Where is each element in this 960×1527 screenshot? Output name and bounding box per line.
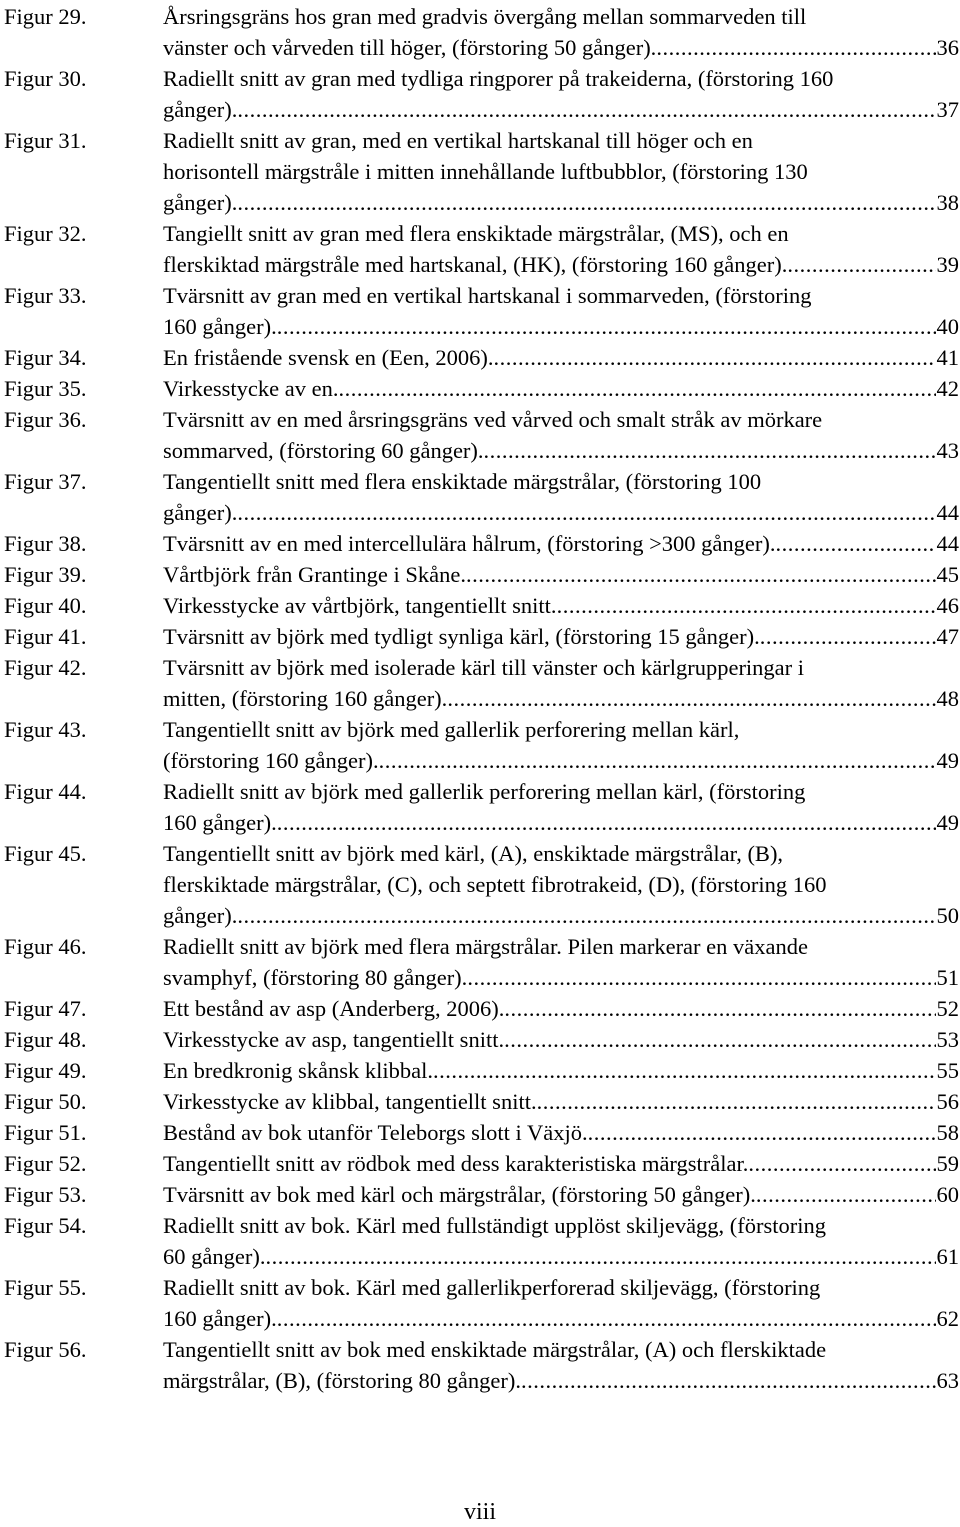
caption-line (163, 1024, 959, 1055)
page-ref[interactable]: 51 (936, 965, 959, 990)
page-ref[interactable]: 39 (936, 252, 959, 277)
caption-line (163, 528, 959, 559)
caption-line (163, 156, 959, 187)
caption-text: Tangentiellt snitt av björk med gallerlik perforering mellan kärl, (163, 717, 740, 742)
page-ref[interactable]: 58 (936, 1120, 959, 1145)
caption-line (163, 714, 959, 745)
page-ref[interactable]: 45 (936, 562, 959, 587)
figure-label: Figur 36. (4, 407, 87, 432)
toc-entry[interactable] (4, 1024, 959, 1055)
figure-caption (163, 1055, 959, 1086)
page-ref[interactable]: 38 (936, 190, 959, 215)
caption-text: Tangiellt snitt av gran med flera enskiktade märgstrålar, (MS), och en (163, 221, 789, 246)
page-ref[interactable]: 61 (936, 1244, 959, 1269)
caption-line (163, 249, 959, 280)
figure-label: Figur 31. (4, 128, 87, 153)
figure-caption (163, 1210, 959, 1272)
dot-leader (237, 94, 935, 125)
toc-entry[interactable] (4, 931, 959, 993)
caption-text: flerskiktad märgstråle med hartskanal, (HK), (förstoring 160 gånger). (163, 252, 788, 277)
caption-text: gånger). (163, 97, 238, 122)
figure-caption (163, 280, 959, 342)
figure-caption (163, 466, 959, 528)
caption-text: Virkesstycke av en. (163, 376, 339, 401)
caption-line (163, 1365, 959, 1396)
page-ref[interactable]: 55 (936, 1058, 959, 1083)
caption-line (163, 125, 959, 156)
dot-leader (265, 1241, 935, 1272)
page-ref[interactable]: 52 (936, 996, 959, 1021)
page-ref[interactable]: 62 (936, 1306, 959, 1331)
figure-caption (163, 590, 959, 621)
figure-caption (163, 125, 959, 218)
figure-caption (163, 714, 959, 776)
caption-text: 160 gånger). (163, 810, 277, 835)
caption-text: Tvärsnitt av gran med en vertikal hartskanal i sommarveden, (förstoring (163, 283, 812, 308)
page-ref[interactable]: 63 (936, 1368, 959, 1393)
caption-text: vänster och vårveden till höger, (förstoring 50 gånger). (163, 35, 657, 60)
caption-line (163, 32, 959, 63)
caption-text: 160 gånger). (163, 1306, 277, 1331)
figure-caption (163, 559, 959, 590)
caption-text: mitten, (förstoring 160 gånger). (163, 686, 448, 711)
caption-text: Tvärsnitt av björk med tydligt synliga kärl, (förstoring 15 gånger). (163, 624, 760, 649)
caption-text: En fristående svensk en (Een, 2006). (163, 345, 494, 370)
toc-entry[interactable] (4, 404, 959, 466)
toc-entry[interactable] (4, 528, 959, 559)
dot-leader (379, 745, 936, 776)
caption-line (163, 1086, 959, 1117)
caption-text: Tangentiellt snitt av rödbok med dess karakteristiska märgstrålar. (163, 1151, 749, 1176)
caption-line (163, 280, 959, 311)
figure-label: Figur 54. (4, 1213, 87, 1238)
caption-line (163, 900, 959, 931)
figure-caption (163, 1117, 959, 1148)
toc-entry[interactable] (4, 1148, 959, 1179)
caption-text: Tangentiellt snitt av björk med kärl, (A), enskiktade märgstrålar, (B), (163, 841, 784, 866)
figure-label: Figur 33. (4, 283, 87, 308)
figure-caption (163, 931, 959, 993)
toc-entry[interactable] (4, 1210, 959, 1272)
figure-label: Figur 49. (4, 1058, 87, 1083)
dot-leader (237, 497, 935, 528)
caption-line (163, 1148, 959, 1179)
figure-label: Figur 46. (4, 934, 87, 959)
figure-label: Figur 39. (4, 562, 87, 587)
caption-text: Virkesstycke av vårtbjörk, tangentiellt snitt. (163, 593, 557, 618)
caption-text: Virkesstycke av asp, tangentiellt snitt. (163, 1027, 505, 1052)
caption-text: gånger). (163, 190, 238, 215)
caption-text: Radiellt snitt av björk med flera märgstrålar. Pilen markerar en växande (163, 934, 808, 959)
caption-text: (förstoring 160 gånger). (163, 748, 379, 773)
figure-label: Figur 30. (4, 66, 87, 91)
dot-leader (467, 962, 935, 993)
toc-entry[interactable] (4, 776, 959, 838)
figure-caption (163, 838, 959, 931)
caption-line (163, 1055, 959, 1086)
figure-label: Figur 37. (4, 469, 87, 494)
caption-line (163, 311, 959, 342)
figure-caption (163, 1086, 959, 1117)
toc-entry[interactable] (4, 1272, 959, 1334)
caption-text: Tangentiellt snitt med flera enskiktade märgstrålar, (förstoring 100 (163, 469, 762, 494)
figure-label: Figur 41. (4, 624, 87, 649)
caption-line (163, 497, 959, 528)
caption-line (163, 63, 959, 94)
dot-leader (748, 1148, 935, 1179)
dot-leader (277, 807, 936, 838)
dot-leader (537, 1086, 936, 1117)
dot-leader (775, 528, 935, 559)
toc-entry[interactable] (4, 838, 959, 931)
figure-label: Figur 47. (4, 996, 87, 1021)
dot-leader (760, 621, 936, 652)
caption-text: 160 gånger). (163, 314, 277, 339)
figure-caption (163, 1179, 959, 1210)
caption-text: gånger). (163, 903, 238, 928)
caption-line (163, 1117, 959, 1148)
toc-entry[interactable] (4, 1334, 959, 1396)
page-ref[interactable]: 37 (936, 97, 959, 122)
dot-leader (484, 435, 936, 466)
page-ref[interactable]: 59 (936, 1151, 959, 1176)
figure-label: Figur 34. (4, 345, 87, 370)
dot-leader (338, 373, 935, 404)
page-number: viii (463, 1499, 496, 1525)
dot-leader (588, 1117, 936, 1148)
figure-caption (163, 652, 959, 714)
caption-line (163, 373, 959, 404)
figure-caption (163, 1272, 959, 1334)
caption-line (163, 1272, 959, 1303)
figure-label: Figur 32. (4, 221, 87, 246)
caption-line (163, 187, 959, 218)
caption-text: Ett bestånd av asp (Anderberg, 2006). (163, 996, 505, 1021)
figure-label: Figur 38. (4, 531, 87, 556)
caption-text: Vårtbjörk från Grantinge i Skåne. (163, 562, 467, 587)
caption-text: Virkesstycke av klibbal, tangentiellt snitt. (163, 1089, 537, 1114)
toc-entry[interactable] (4, 1117, 959, 1148)
toc-entry[interactable] (4, 218, 959, 280)
toc-entry[interactable] (4, 590, 959, 621)
caption-text: Tvärsnitt av björk med isolerade kärl till vänster och kärlgrupperingar i (163, 655, 805, 680)
caption-text: Tvärsnitt av en med intercellulära hålrum, (förstoring >300 gånger). (163, 531, 776, 556)
figure-label: Figur 48. (4, 1027, 87, 1052)
dot-leader (756, 1179, 936, 1210)
page-ref[interactable]: 40 (936, 314, 959, 339)
toc-entry[interactable] (4, 63, 959, 125)
figure-caption (163, 993, 959, 1024)
page-ref[interactable]: 46 (936, 593, 959, 618)
figure-label: Figur 44. (4, 779, 87, 804)
caption-line (163, 869, 959, 900)
dot-leader (557, 590, 936, 621)
caption-text: Radiellt snitt av bok. Kärl med fullständigt upplöst skiljevägg, (förstoring (163, 1213, 827, 1238)
caption-line (163, 559, 959, 590)
figure-label: Figur 56. (4, 1337, 87, 1362)
figure-label: Figur 40. (4, 593, 87, 618)
caption-text: märgstrålar, (B), (förstoring 80 gånger). (163, 1368, 521, 1393)
figure-caption (163, 373, 959, 404)
toc-entry[interactable] (4, 1055, 959, 1086)
figure-label: Figur 51. (4, 1120, 87, 1145)
caption-line (163, 776, 959, 807)
toc-entry[interactable] (4, 373, 959, 404)
figure-label: Figur 43. (4, 717, 87, 742)
figure-label: Figur 55. (4, 1275, 87, 1300)
figure-caption (163, 1, 959, 63)
page-ref[interactable]: 50 (936, 903, 959, 928)
figure-label: Figur 53. (4, 1182, 87, 1207)
figure-label: Figur 42. (4, 655, 87, 680)
caption-line (163, 466, 959, 497)
caption-line (163, 652, 959, 683)
figure-caption (163, 621, 959, 652)
caption-text: sommarved, (förstoring 60 gånger). (163, 438, 484, 463)
caption-line (163, 1, 959, 32)
caption-line (163, 218, 959, 249)
caption-line (163, 962, 959, 993)
toc-entry[interactable] (4, 1086, 959, 1117)
toc-entry[interactable] (4, 1179, 959, 1210)
dot-leader (277, 311, 936, 342)
page-ref[interactable]: 48 (936, 686, 959, 711)
page-ref[interactable]: 49 (936, 748, 959, 773)
caption-text: 60 gånger). (163, 1244, 266, 1269)
caption-text: Radiellt snitt av bok. Kärl med gallerlikperforerad skiljevägg, (förstoring (163, 1275, 821, 1300)
figure-caption (163, 404, 959, 466)
caption-line (163, 404, 959, 435)
toc-entry[interactable] (4, 342, 959, 373)
page-ref[interactable]: 56 (936, 1089, 959, 1114)
figure-caption (163, 63, 959, 125)
caption-line (163, 1334, 959, 1365)
caption-text: En bredkronig skånsk klibbal. (163, 1058, 433, 1083)
figure-caption (163, 1148, 959, 1179)
caption-text: Årsringsgräns hos gran med gradvis övergång mellan sommarveden till (163, 4, 807, 29)
page-ref[interactable]: 60 (936, 1182, 959, 1207)
figure-caption (163, 218, 959, 280)
dot-leader (521, 1365, 936, 1396)
caption-line (163, 931, 959, 962)
caption-line (163, 621, 959, 652)
dot-leader (447, 683, 935, 714)
dot-leader (466, 559, 935, 590)
page-ref[interactable]: 53 (936, 1027, 959, 1052)
toc-entry[interactable] (4, 125, 959, 218)
toc-entry[interactable] (4, 714, 959, 776)
caption-line (163, 745, 959, 776)
caption-text: flerskiktade märgstrålar, (C), och septett fibrotrakeid, (D), (förstoring 160 (163, 872, 827, 897)
figure-caption (163, 1334, 959, 1396)
caption-line (163, 838, 959, 869)
toc-entry[interactable] (4, 280, 959, 342)
caption-line (163, 342, 959, 373)
page-ref[interactable]: 49 (936, 810, 959, 835)
caption-line (163, 435, 959, 466)
toc-entry[interactable] (4, 1, 959, 63)
page-ref[interactable]: 36 (936, 35, 959, 60)
dot-leader (494, 342, 936, 373)
toc-entry[interactable] (4, 466, 959, 528)
figure-label: Figur 35. (4, 376, 87, 401)
dot-leader (237, 900, 935, 931)
caption-text: horisontell märgstråle i mitten innehållande luftbubblor, (förstoring 130 (163, 159, 808, 184)
caption-line (163, 1210, 959, 1241)
caption-line (163, 1179, 959, 1210)
caption-text: Radiellt snitt av björk med gallerlik perforering mellan kärl, (förstoring (163, 779, 806, 804)
caption-text: gånger). (163, 500, 238, 525)
toc-entry[interactable] (4, 621, 959, 652)
dot-leader (277, 1303, 936, 1334)
caption-text: Radiellt snitt av gran, med en vertikal hartskanal till höger och en (163, 128, 753, 153)
caption-text: Tvärsnitt av bok med kärl och märgstrålar, (förstoring 50 gånger). (163, 1182, 756, 1207)
figure-caption (163, 342, 959, 373)
dot-leader (787, 249, 935, 280)
page-ref[interactable]: 44 (936, 531, 959, 556)
figure-label: Figur 50. (4, 1089, 87, 1114)
list-of-figures (4, 1, 959, 1396)
caption-text: Bestånd av bok utanför Teleborgs slott i Växjö. (163, 1120, 588, 1145)
toc-entry[interactable] (4, 652, 959, 714)
figure-caption (163, 776, 959, 838)
caption-line (163, 94, 959, 125)
caption-text: Tangentiellt snitt av bok med enskiktade märgstrålar, (A) och flerskiktade (163, 1337, 827, 1362)
figure-label: Figur 45. (4, 841, 87, 866)
caption-line (163, 1241, 959, 1272)
page-ref[interactable]: 42 (936, 376, 959, 401)
caption-line (163, 807, 959, 838)
page-ref[interactable]: 43 (936, 438, 959, 463)
page-ref[interactable]: 41 (936, 345, 959, 370)
dot-leader (237, 187, 935, 218)
caption-line (163, 590, 959, 621)
dot-leader (656, 32, 935, 63)
caption-text: Tvärsnitt av en med årsringsgräns ved vårved och smalt stråk av mörkare (163, 407, 823, 432)
caption-line (163, 1303, 959, 1334)
figure-label: Figur 52. (4, 1151, 87, 1176)
caption-line (163, 683, 959, 714)
figure-caption (163, 1024, 959, 1055)
caption-text: Radiellt snitt av gran med tydliga ringporer på trakeiderna, (förstoring 160 (163, 66, 834, 91)
caption-line (163, 993, 959, 1024)
dot-leader (504, 993, 935, 1024)
dot-leader (433, 1055, 936, 1086)
figure-label: Figur 29. (4, 4, 87, 29)
page-ref[interactable]: 44 (936, 500, 959, 525)
toc-entry[interactable] (4, 559, 959, 590)
page-ref[interactable]: 47 (936, 624, 959, 649)
dot-leader (504, 1024, 935, 1055)
caption-text: svamphyf, (förstoring 80 gånger). (163, 965, 468, 990)
figure-caption (163, 528, 959, 559)
toc-entry[interactable] (4, 993, 959, 1024)
